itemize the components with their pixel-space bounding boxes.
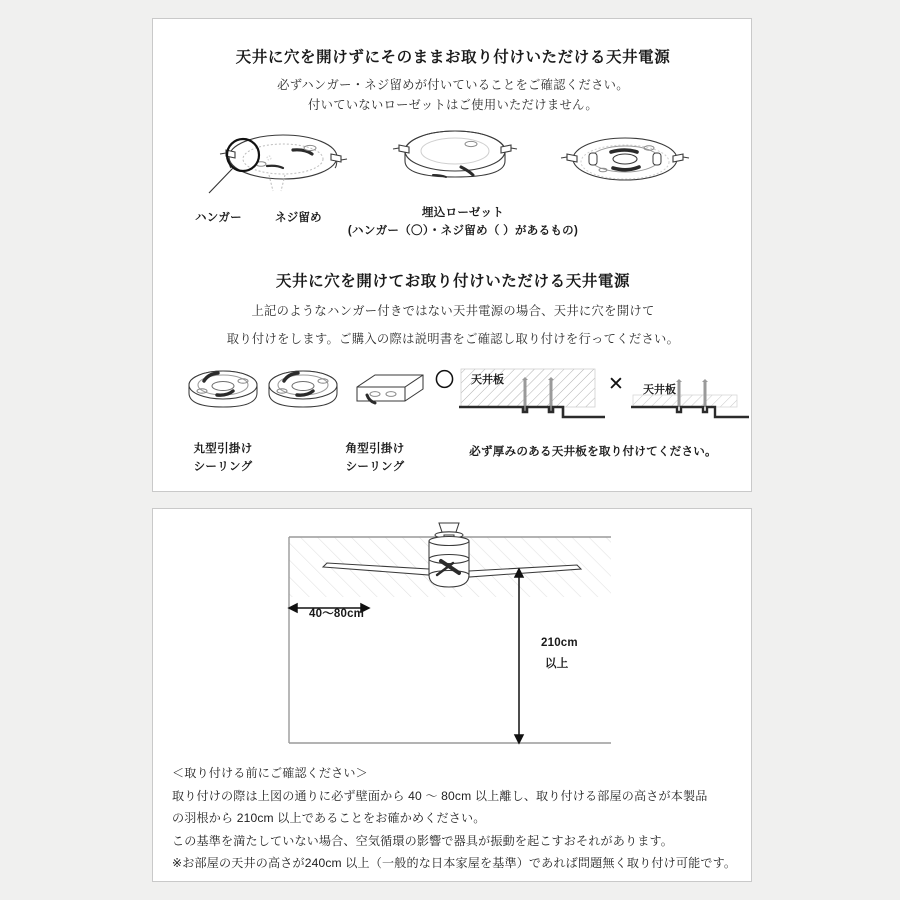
rosette-illustrations (173, 119, 733, 219)
hanger-label: ハンガー (195, 212, 242, 224)
ng-mark-icon: ✕ (608, 374, 624, 395)
installation-notes (172, 762, 752, 875)
notes-line-1: ＜取り付ける前にご確認ください＞ (172, 766, 368, 780)
rosette-caption-line1: 埋込ローゼット (421, 207, 505, 219)
horizontal-distance-label: 40〜80cm (309, 608, 365, 620)
notes-line-2: 取り付けの際は上図の通りに必ず壁面から 40 〜 80cm 以上離し、取り付ける部屋の高さが本製品 (172, 788, 708, 803)
notes-line-5: ※お部屋の天井の高さが240cm 以上（一般的な日本家屋を基準）であれば問題無く取り付け可能です。 (172, 856, 737, 870)
mount-type-illustrations (171, 359, 441, 435)
notes-line-4: この基準を満たしていない場合、空気循環の影響で器具が振動を起こすおそれがあります。 (172, 833, 674, 848)
ng-board-label: 天井板 (643, 384, 676, 396)
rosette-caption-line2: (ハンガー（〇）・ネジ留め（ ）があるもの) (347, 225, 579, 237)
ceiling-fan-clearance-diagram (153, 509, 753, 759)
square-ceiling-label-line2: シーリング (345, 461, 405, 473)
section2-subtext-line1: 上記のようなハンガー付きではない天井電源の場合、天井に穴を開けて (251, 304, 655, 318)
section1-subtext-line1: 必ずハンガー・ネジ留めが付いていることをご確認ください。 (277, 78, 629, 92)
section1-subtext-line2: 付いていないローゼットはご使用いただけません。 (308, 98, 598, 112)
section2-subtext-line2: 取り付けをします。ご購入の際は説明書をご確認し取り付けを行ってください。 (226, 332, 680, 346)
ok-mark-icon: 〇 (435, 370, 455, 391)
vertical-distance-label-line1: 210cm (541, 637, 578, 649)
square-ceiling-label-line1: 角型引掛け (345, 443, 405, 455)
vertical-distance-label-line2: 以上 (545, 658, 569, 670)
ok-board-label: 天井板 (471, 374, 504, 386)
board-thickness-note: 必ず厚みのある天井板を取り付けてください。 (469, 445, 717, 458)
round-ceiling-label-line2: シーリング (193, 461, 253, 473)
ceiling-power-info-panel (152, 18, 752, 492)
section1-heading: 天井に穴を開けずにそのままお取り付けいただける天井電源 (235, 49, 671, 66)
round-ceiling-label-line1: 丸型引掛け (193, 443, 253, 455)
screw-label: ネジ留め (275, 212, 322, 224)
notes-line-3: の羽根から 210cm 以上であることをお確かめください。 (172, 811, 486, 825)
section2-heading: 天井に穴を開けてお取り付けいただける天井電源 (275, 273, 631, 290)
